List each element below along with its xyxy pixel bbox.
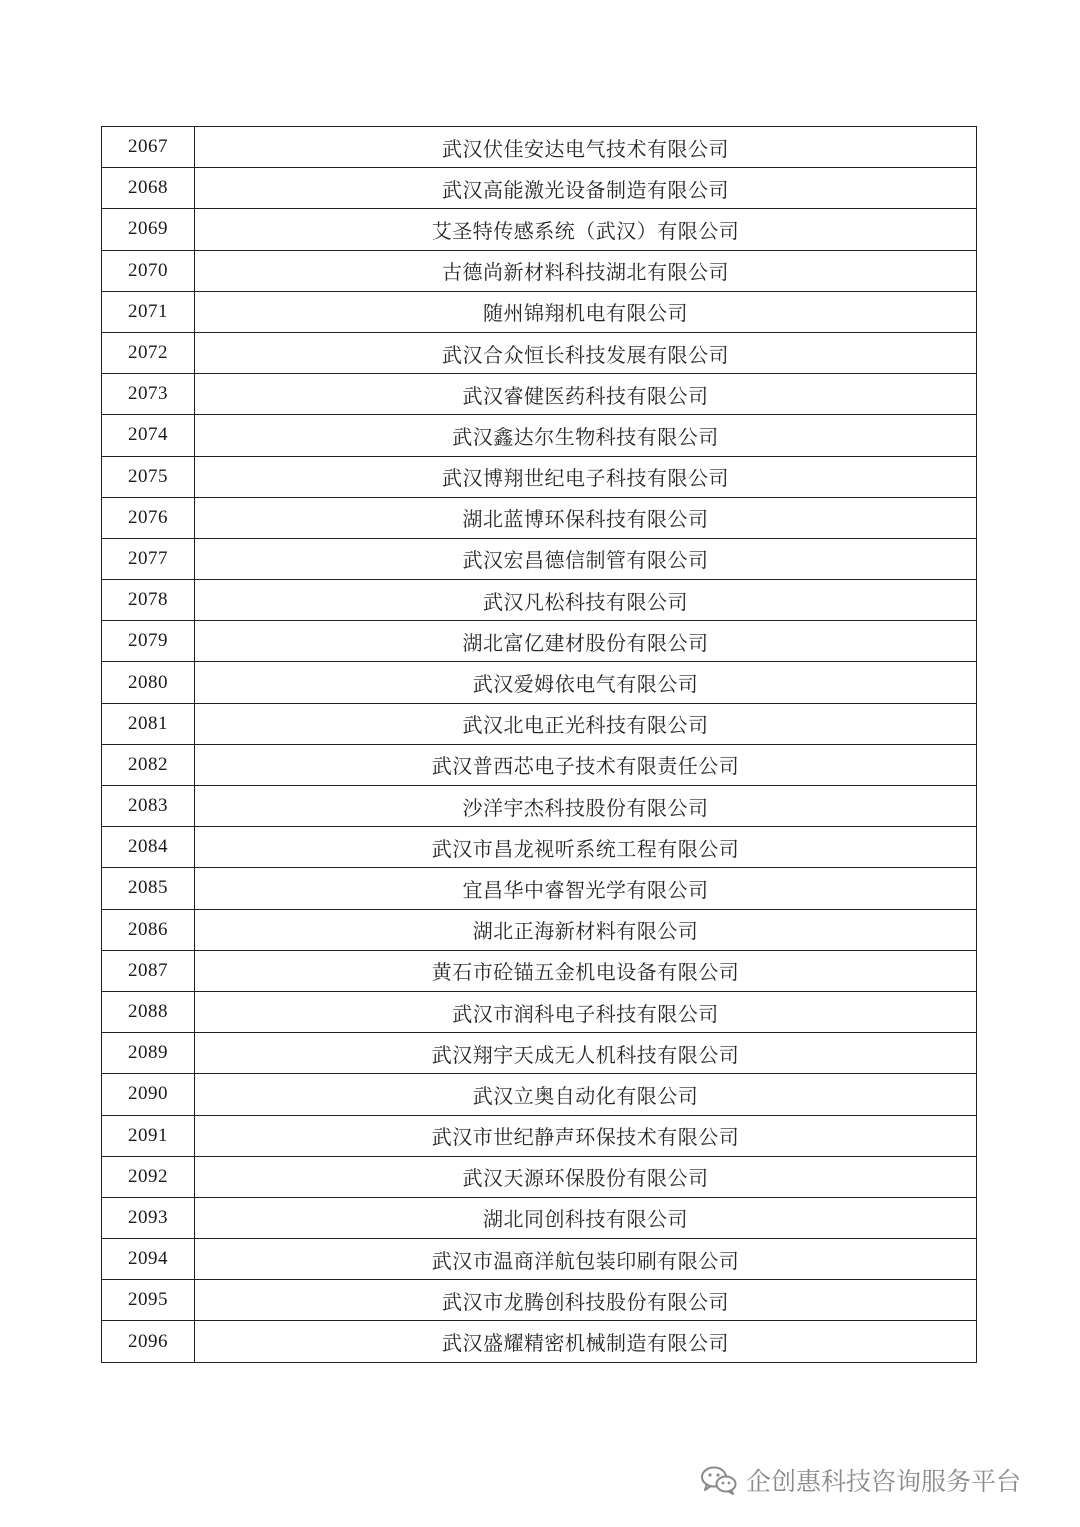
row-number: 2077 bbox=[102, 538, 195, 579]
company-name: 武汉高能激光设备制造有限公司 bbox=[195, 168, 977, 209]
row-number: 2073 bbox=[102, 374, 195, 415]
company-name: 武汉市温商洋航包装印刷有限公司 bbox=[195, 1239, 977, 1280]
row-number: 2087 bbox=[102, 950, 195, 991]
table-row bbox=[102, 827, 977, 868]
company-name: 黄石市砼锚五金机电设备有限公司 bbox=[195, 950, 977, 991]
row-number: 2082 bbox=[102, 744, 195, 785]
company-name: 随州锦翔机电有限公司 bbox=[195, 291, 977, 332]
company-name: 古德尚新材料科技湖北有限公司 bbox=[195, 250, 977, 291]
row-number: 2091 bbox=[102, 1115, 195, 1156]
table-row bbox=[102, 1239, 977, 1280]
company-name: 湖北同创科技有限公司 bbox=[195, 1197, 977, 1238]
table-row bbox=[102, 332, 977, 373]
row-number: 2085 bbox=[102, 868, 195, 909]
table-row bbox=[102, 1197, 977, 1238]
row-number: 2068 bbox=[102, 168, 195, 209]
company-name: 武汉盛耀精密机械制造有限公司 bbox=[195, 1321, 977, 1362]
row-number: 2083 bbox=[102, 786, 195, 827]
table-row bbox=[102, 744, 977, 785]
company-name: 武汉普西芯电子技术有限责任公司 bbox=[195, 744, 977, 785]
row-number: 2092 bbox=[102, 1156, 195, 1197]
table-row bbox=[102, 950, 977, 991]
table-row bbox=[102, 1074, 977, 1115]
table-row bbox=[102, 538, 977, 579]
watermark-text: 企创惠科技咨询服务平台 bbox=[746, 1467, 1022, 1496]
company-name: 湖北正海新材料有限公司 bbox=[195, 909, 977, 950]
company-name: 武汉北电正光科技有限公司 bbox=[195, 703, 977, 744]
company-name: 武汉宏昌德信制管有限公司 bbox=[195, 538, 977, 579]
row-number: 2072 bbox=[102, 332, 195, 373]
table-row bbox=[102, 662, 977, 703]
row-number: 2089 bbox=[102, 1033, 195, 1074]
table-row bbox=[102, 580, 977, 621]
row-number: 2078 bbox=[102, 580, 195, 621]
row-number: 2079 bbox=[102, 621, 195, 662]
company-name: 武汉合众恒长科技发展有限公司 bbox=[195, 332, 977, 373]
table-row bbox=[102, 703, 977, 744]
table-row bbox=[102, 291, 977, 332]
table-row bbox=[102, 1280, 977, 1321]
table-row bbox=[102, 786, 977, 827]
row-number: 2093 bbox=[102, 1197, 195, 1238]
table-row bbox=[102, 909, 977, 950]
row-number: 2069 bbox=[102, 209, 195, 250]
company-name: 武汉市昌龙视听系统工程有限公司 bbox=[195, 827, 977, 868]
row-number: 2076 bbox=[102, 497, 195, 538]
row-number: 2090 bbox=[102, 1074, 195, 1115]
table-row bbox=[102, 1115, 977, 1156]
company-name: 武汉立奥自动化有限公司 bbox=[195, 1074, 977, 1115]
row-number: 2084 bbox=[102, 827, 195, 868]
company-name: 沙洋宇杰科技股份有限公司 bbox=[195, 786, 977, 827]
company-list-table-container bbox=[101, 126, 977, 1363]
table-body bbox=[102, 127, 977, 1363]
row-number: 2096 bbox=[102, 1321, 195, 1362]
table-row bbox=[102, 374, 977, 415]
company-name: 武汉翔宇天成无人机科技有限公司 bbox=[195, 1033, 977, 1074]
company-name: 武汉博翔世纪电子科技有限公司 bbox=[195, 456, 977, 497]
company-name: 武汉天源环保股份有限公司 bbox=[195, 1156, 977, 1197]
row-number: 2067 bbox=[102, 127, 195, 168]
wechat-icon bbox=[700, 1465, 738, 1495]
company-name: 武汉鑫达尔生物科技有限公司 bbox=[195, 415, 977, 456]
table-row bbox=[102, 456, 977, 497]
table-row bbox=[102, 127, 977, 168]
table-row bbox=[102, 868, 977, 909]
company-name: 武汉睿健医药科技有限公司 bbox=[195, 374, 977, 415]
table-row bbox=[102, 991, 977, 1032]
watermark bbox=[700, 1460, 1021, 1500]
row-number: 2070 bbox=[102, 250, 195, 291]
company-name: 武汉市龙腾创科技股份有限公司 bbox=[195, 1280, 977, 1321]
company-name: 武汉市润科电子科技有限公司 bbox=[195, 991, 977, 1032]
row-number: 2071 bbox=[102, 291, 195, 332]
row-number: 2086 bbox=[102, 909, 195, 950]
table-row bbox=[102, 497, 977, 538]
company-name: 武汉市世纪静声环保技术有限公司 bbox=[195, 1115, 977, 1156]
table-row bbox=[102, 1321, 977, 1362]
table-row bbox=[102, 415, 977, 456]
row-number: 2074 bbox=[102, 415, 195, 456]
company-name: 武汉爱姆依电气有限公司 bbox=[195, 662, 977, 703]
company-list-table bbox=[101, 126, 977, 1363]
table-row bbox=[102, 621, 977, 662]
company-name: 湖北富亿建材股份有限公司 bbox=[195, 621, 977, 662]
company-name: 宜昌华中睿智光学有限公司 bbox=[195, 868, 977, 909]
table-row bbox=[102, 168, 977, 209]
company-name: 武汉伏佳安达电气技术有限公司 bbox=[195, 127, 977, 168]
table-row bbox=[102, 1033, 977, 1074]
table-row bbox=[102, 1156, 977, 1197]
row-number: 2095 bbox=[102, 1280, 195, 1321]
row-number: 2075 bbox=[102, 456, 195, 497]
row-number: 2081 bbox=[102, 703, 195, 744]
company-name: 艾圣特传感系统（武汉）有限公司 bbox=[195, 209, 977, 250]
row-number: 2088 bbox=[102, 991, 195, 1032]
company-name: 湖北蓝博环保科技有限公司 bbox=[195, 497, 977, 538]
row-number: 2094 bbox=[102, 1239, 195, 1280]
table-row bbox=[102, 250, 977, 291]
table-row bbox=[102, 209, 977, 250]
row-number: 2080 bbox=[102, 662, 195, 703]
company-name: 武汉凡松科技有限公司 bbox=[195, 580, 977, 621]
